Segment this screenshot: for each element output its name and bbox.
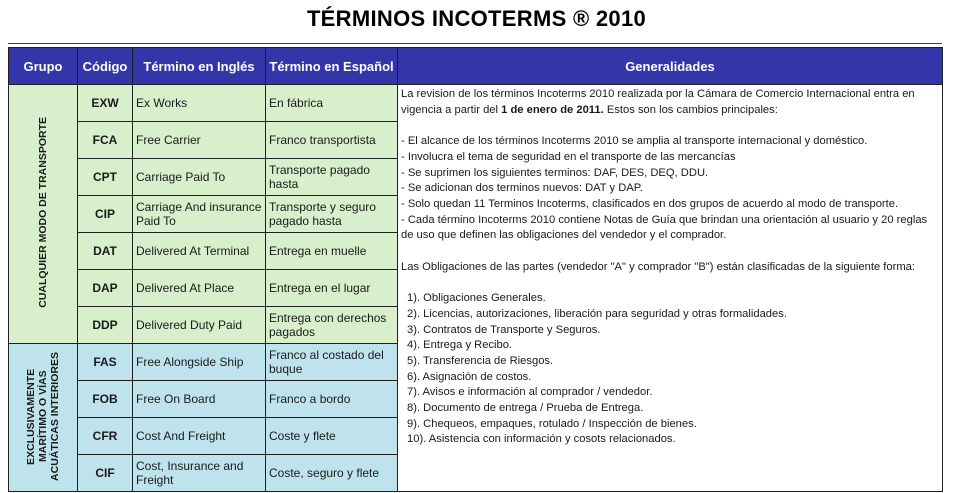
page-title: TÉRMINOS INCOTERMS ® 2010 xyxy=(306,6,647,31)
spanish-term-cell: Coste, seguro y flete xyxy=(266,455,398,492)
code-cell: CPT xyxy=(78,159,133,196)
spanish-term-cell: Entrega en el lugar xyxy=(266,270,398,307)
spanish-term-cell: Franco a bordo xyxy=(266,381,398,418)
group-label-maritime: EXCLUSIVAMENTE MARÍTIMO O VÍAS ACUÁTICAS INTERIORES xyxy=(9,344,78,492)
intro-paragraph: La revision de los términos Incoterms 2010 realizada por la Cámara de Comercio Internacional entra en vigencia a partir del 1 de enero de 2011. Estos son los cambios principales: xyxy=(401,88,915,116)
group-label-any-transport: CUALQUIER MODO DE TRANSPORTE xyxy=(9,85,78,344)
code-cell: DAP xyxy=(78,270,133,307)
change-item: - Cada término Incoterms 2010 contiene Notas de Guía que brindan una orientación al usuario y 20 reglas de uso que definen las obligaciones del vendedor y el comprador. xyxy=(401,213,928,242)
obligation-item: 8). Documento de entrega / Prueba de Entrega. xyxy=(407,402,644,415)
change-item: - Se adicionan dos terminos nuevos: DAT y DAP. xyxy=(401,182,643,195)
code-cell: CIP xyxy=(78,196,133,233)
code-cell: CFR xyxy=(78,418,133,455)
spanish-term-cell: Franco al costado del buque xyxy=(266,344,398,381)
spanish-term-cell: En fábrica xyxy=(266,85,398,122)
change-item: - El alcance de los términos Incoterms 2010 se amplia al transporte internacional y doméstico. xyxy=(401,135,868,148)
code-cell: DAT xyxy=(78,233,133,270)
obligations-intro: Las Obligaciones de las partes (vendedor "A" y comprador "B") están clasificadas de la siguiente forma: xyxy=(401,260,915,273)
code-cell: EXW xyxy=(78,85,133,122)
obligations-list xyxy=(401,291,939,448)
spanish-term-cell: Franco transportista xyxy=(266,122,398,159)
obligation-item: 3). Contratos de Transporte y Seguros. xyxy=(407,323,601,336)
obligation-item: 4). Entrega y Recibo. xyxy=(407,339,513,352)
code-cell: FAS xyxy=(78,344,133,381)
code-cell: CIF xyxy=(78,455,133,492)
code-cell: FCA xyxy=(78,122,133,159)
spanish-term-cell: Entrega con derechos pagados xyxy=(266,307,398,344)
obligation-item: 9). Chequeos, empaques, rotulado / Inspección de bienes. xyxy=(407,417,697,430)
english-term-cell: Free Alongside Ship xyxy=(133,344,266,381)
spanish-term-cell: Coste y flete xyxy=(266,418,398,455)
obligation-item: 2). Licencias, autorizaciones, liberación para seguridad y otras formalidades. xyxy=(407,307,787,320)
change-item: - Se suprimen los siguientes terminos: DAF, DES, DEQ, DDU. xyxy=(401,166,709,179)
header-codigo: Código xyxy=(78,48,133,85)
obligation-item: 5). Transferencia de Riesgos. xyxy=(407,354,554,367)
header-generalidades: Generalidades xyxy=(398,48,943,85)
change-item: - Solo quedan 11 Terminos Incoterms, clasificados en dos grupos de acuerdo al modo de transporte. xyxy=(401,197,899,210)
obligation-item: 1). Obligaciones Generales. xyxy=(407,292,546,305)
obligation-item: 6). Asignación de costos. xyxy=(407,370,532,383)
english-term-cell: Ex Works xyxy=(133,85,266,122)
spanish-term-cell: Transporte pagado hasta xyxy=(266,159,398,196)
english-term-cell: Delivered At Terminal xyxy=(133,233,266,270)
english-term-cell: Free Carrier xyxy=(133,122,266,159)
english-term-cell: Delivered Duty Paid xyxy=(133,307,266,344)
english-term-cell: Carriage Paid To xyxy=(133,159,266,196)
english-term-cell: Cost, Insurance and Freight xyxy=(133,455,266,492)
code-cell: DDP xyxy=(78,307,133,344)
spanish-term-cell: Transporte y seguro pagado hasta xyxy=(266,196,398,233)
generalidades-cell xyxy=(398,85,943,492)
spanish-term-cell: Entrega en muelle xyxy=(266,233,398,270)
english-term-cell: Delivered At Place xyxy=(133,270,266,307)
code-cell: FOB xyxy=(78,381,133,418)
header-grupo: Grupo xyxy=(9,48,78,85)
obligation-item: 10). Asistencia con información y cosots relacionados. xyxy=(407,433,676,446)
incoterms-table xyxy=(8,47,943,492)
header-termino-espanol: Término en Español xyxy=(266,48,398,85)
header-termino-ingles: Término en Inglés xyxy=(133,48,266,85)
english-term-cell: Free On Board xyxy=(133,381,266,418)
title-underline xyxy=(8,43,942,44)
change-item: - Involucra el tema de seguridad en el transporte de las mercancías xyxy=(401,150,736,163)
obligation-item: 7). Avisos e información al comprador / vendedor. xyxy=(407,386,653,399)
english-term-cell: Carriage And insurance Paid To xyxy=(133,196,266,233)
english-term-cell: Cost And Freight xyxy=(133,418,266,455)
